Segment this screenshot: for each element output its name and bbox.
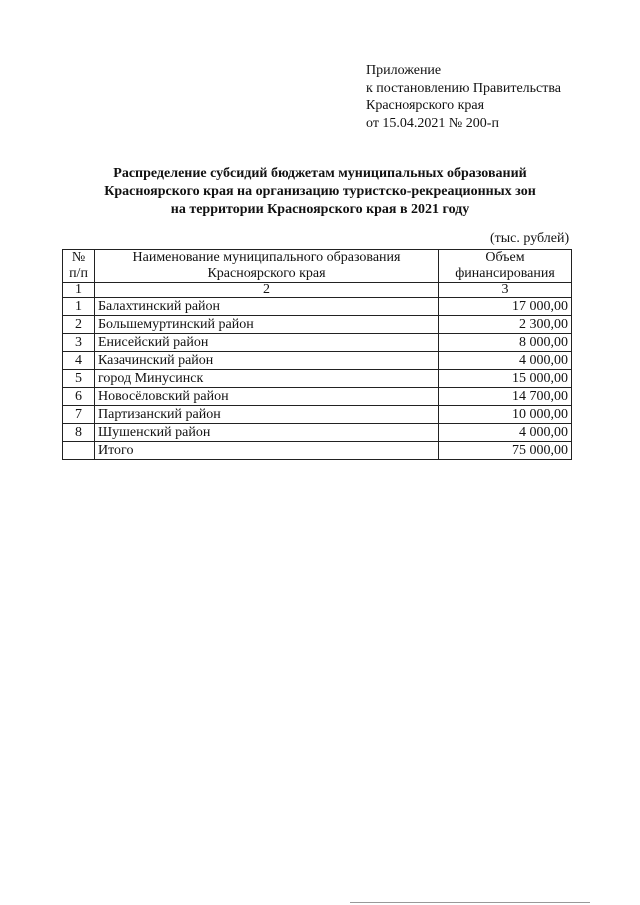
row-name: Балахтинский район	[95, 298, 439, 316]
subsidy-table	[62, 249, 572, 460]
header-number	[63, 250, 95, 283]
header-number-line-1: №	[71, 250, 86, 265]
row-name: Новосёловский район	[95, 388, 439, 406]
total-label: Итого	[95, 442, 439, 460]
row-amount: 2 300,00	[439, 316, 572, 334]
row-name: город Минусинск	[95, 370, 439, 388]
column-number-row	[63, 283, 572, 298]
header-name	[95, 250, 439, 283]
row-amount: 4 000,00	[439, 424, 572, 442]
header-name-line-1: Наименование муниципального образования	[132, 250, 401, 265]
appendix-line-1: Приложение	[366, 63, 442, 78]
column-number-2: 2	[95, 283, 439, 298]
title-line-2: Красноярского края на организацию туристско-рекреационных зон	[104, 184, 536, 199]
table-row	[63, 298, 572, 316]
row-amount: 15 000,00	[439, 370, 572, 388]
row-number: 2	[63, 316, 95, 334]
table-row	[63, 388, 572, 406]
row-amount: 8 000,00	[439, 334, 572, 352]
header-amount-line-1: Объем	[485, 250, 525, 265]
appendix-line-3: Красноярского края	[366, 98, 485, 113]
row-number: 6	[63, 388, 95, 406]
row-name: Енисейский район	[95, 334, 439, 352]
table-row	[63, 370, 572, 388]
total-row	[63, 442, 572, 460]
header-amount-line-2: финансирования	[455, 266, 555, 281]
header-number-line-2: п/п	[69, 266, 88, 281]
row-number: 4	[63, 352, 95, 370]
row-number: 7	[63, 406, 95, 424]
page-edge-divider	[350, 902, 590, 903]
row-number: 5	[63, 370, 95, 388]
row-name: Партизанский район	[95, 406, 439, 424]
row-number: 1	[63, 298, 95, 316]
table-row	[63, 424, 572, 442]
header-amount	[439, 250, 572, 283]
appendix-line-2: к постановлению Правительства	[366, 80, 562, 96]
table-row	[63, 352, 572, 370]
column-number-3: 3	[439, 283, 572, 298]
row-name: Казачинский район	[95, 352, 439, 370]
total-amount: 75 000,00	[439, 442, 572, 460]
table-row	[63, 334, 572, 352]
row-amount: 4 000,00	[439, 352, 572, 370]
title-line-1: Распределение субсидий бюджетам муниципальных образований	[113, 166, 527, 181]
row-name: Большемуртинский район	[95, 316, 439, 334]
header-name-line-2: Красноярского края	[207, 266, 326, 281]
row-amount: 17 000,00	[439, 298, 572, 316]
document-title	[62, 165, 578, 219]
row-amount: 10 000,00	[439, 406, 572, 424]
row-number: 3	[63, 334, 95, 352]
row-amount: 14 700,00	[439, 388, 572, 406]
appendix-line-4: от 15.04.2021 № 200-п	[366, 115, 499, 131]
column-number-1: 1	[63, 283, 95, 298]
unit-label: (тыс. рублей)	[490, 231, 570, 246]
row-name: Шушенский район	[95, 424, 439, 442]
appendix-block	[366, 62, 561, 132]
table-row	[63, 316, 572, 334]
row-number: 8	[63, 424, 95, 442]
table-header-row	[63, 250, 572, 283]
total-number	[63, 442, 95, 460]
table-row	[63, 406, 572, 424]
title-line-3: на территории Красноярского края в 2021 году	[170, 202, 470, 217]
